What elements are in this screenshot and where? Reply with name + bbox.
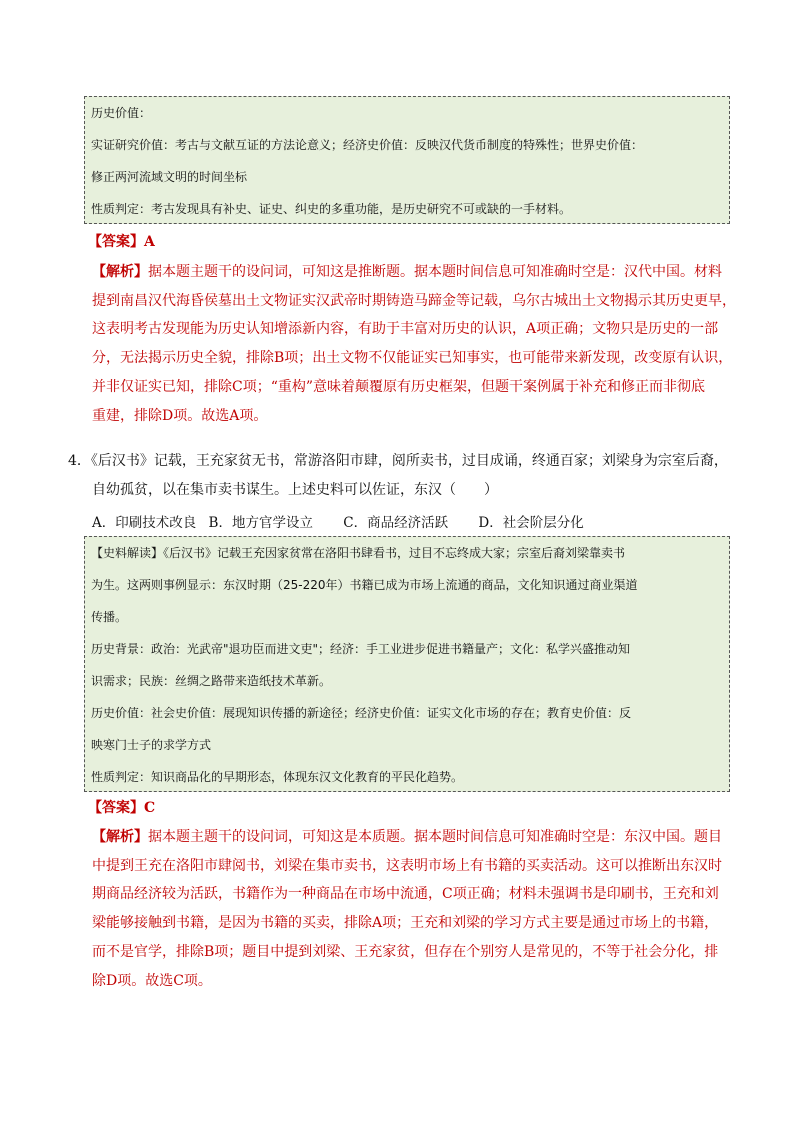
box1-line-4: 性质判定：考古发现具有补史、证史、纠史的多重功能，是历史研究不可或缺的一手材料。	[91, 202, 572, 216]
analysis2-line-5: 而不是官学，排除B项；题目中提到刘梁、王充家贫，但存在个别穷人是常见的，不等于社会分化，排	[92, 943, 719, 960]
material-box-2	[84, 536, 730, 792]
analysis-1	[92, 258, 738, 430]
analysis1-line-4: 分，无法揭示历史全貌，排除B项；出土文物不仅能证实已知事实，也可能带来新发现，改变原有认识，	[92, 350, 733, 367]
analysis1-line-3: 这表明考古发现能为历史认知增添新内容，有助于丰富对历史的认识，A项正确；文物只是历史的一部	[92, 321, 719, 338]
box2-line-2: 为生。这两则事例显示：东汉时期（25-220年）书籍已成为市场上流通的商品，文化知识通过商业渠道	[91, 578, 638, 592]
analysis1-line-2: 提到南昌汉代海昏侯墓出土文物证实汉武帝时期铸造马蹄金等记载，乌尔古城出土文物揭示其历史更早，	[92, 292, 736, 309]
box2-line-1: 【史料解读】《后汉书》记载王充因家贫常在洛阳书肆看书，过目不忘终成大家；宗室后裔刘梁靠卖书	[91, 546, 626, 560]
box1-line-3: 修正两河流域文明的时间坐标	[91, 170, 248, 184]
box2-line-4: 历史背景：政治：光武帝"退功臣而进文吏"；经济：手工业进步促进书籍量产；文化：私学兴盛推动知	[91, 642, 631, 656]
material-box-1	[84, 96, 730, 224]
analysis1-label: 【解析】	[92, 264, 148, 280]
box2-line-3: 传播。	[91, 610, 128, 624]
option-c: C．商品经济活跃	[343, 515, 449, 531]
question-4	[68, 447, 738, 505]
analysis1-line-5: 并非仅证实已知，排除C项；“重构”意味着颠覆原有历史框架，但题干案例属于补充和修正而非彻底	[92, 378, 706, 395]
answer-label-2: 【答案】C	[88, 800, 156, 816]
analysis2-line-6: 除D项。故选C项。	[92, 972, 212, 989]
box1-line-1: 历史价值：	[91, 106, 152, 120]
box2-line-8: 性质判定：知识商品化的早期形态，体现东汉文化教育的平民化趋势。	[91, 770, 464, 784]
analysis1-line-6: 重建，排除D项。故选A项。	[92, 407, 268, 424]
question4-line-1: 4．《后汉书》记载，王充家贫无书，常游洛阳市肆，阅所卖书，过目成诵，终通百家；刘梁身为宗室后裔，	[68, 453, 728, 469]
box2-line-5: 识需求；民族：丝绸之路带来造纸技术革新。	[91, 674, 332, 688]
option-a: A．印刷技术改良	[92, 515, 197, 531]
analysis2-label: 【解析】	[92, 829, 148, 845]
box2-line-7: 映寒门士子的求学方式	[91, 738, 212, 752]
analysis1-line-1: 【解析】据本题主题干的设问词，可知这是推断题。据本题时间信息可知准确时空是：汉代中国。材料	[92, 264, 722, 280]
analysis2-line-4: 梁能够接触到书籍，是因为书籍的买卖，排除A项；王充和刘梁的学习方式主要是通过市场上的书籍，	[92, 915, 719, 932]
question4-line-2: 自幼孤贫，以在集市卖书谋生。上述史料可以佐证，东汉（ ）	[92, 482, 498, 498]
option-d: D．社会阶层分化	[478, 515, 584, 531]
analysis2-line-2: 中提到王充在洛阳市肆阅书，刘梁在集市卖书，这表明市场上有书籍的买卖活动。这可以推断出东汉时	[92, 857, 722, 874]
box1-line-2: 实证研究价值：考古与文献互证的方法论意义；经济史价值：反映汉代货币制度的特殊性；世界史价值：	[91, 138, 644, 152]
option-b: B．地方官学设立	[208, 515, 313, 531]
answer-label-1: 【答案】A	[88, 234, 155, 250]
question4-options	[92, 511, 584, 531]
analysis2-line-3: 期商品经济较为活跃，书籍作为一种商品在市场中流通，C项正确；材料未强调书是印刷书，王充和刘	[92, 886, 719, 903]
box2-line-6: 历史价值：社会史价值：展现知识传播的新途径；经济史价值：证实文化市场的存在；教育史价值：反	[91, 706, 632, 720]
analysis-2	[92, 823, 738, 995]
analysis2-line-1: 【解析】据本题主题干的设问词，可知这是本质题。据本题时间信息可知准确时空是：东汉中国。题目	[92, 829, 722, 845]
